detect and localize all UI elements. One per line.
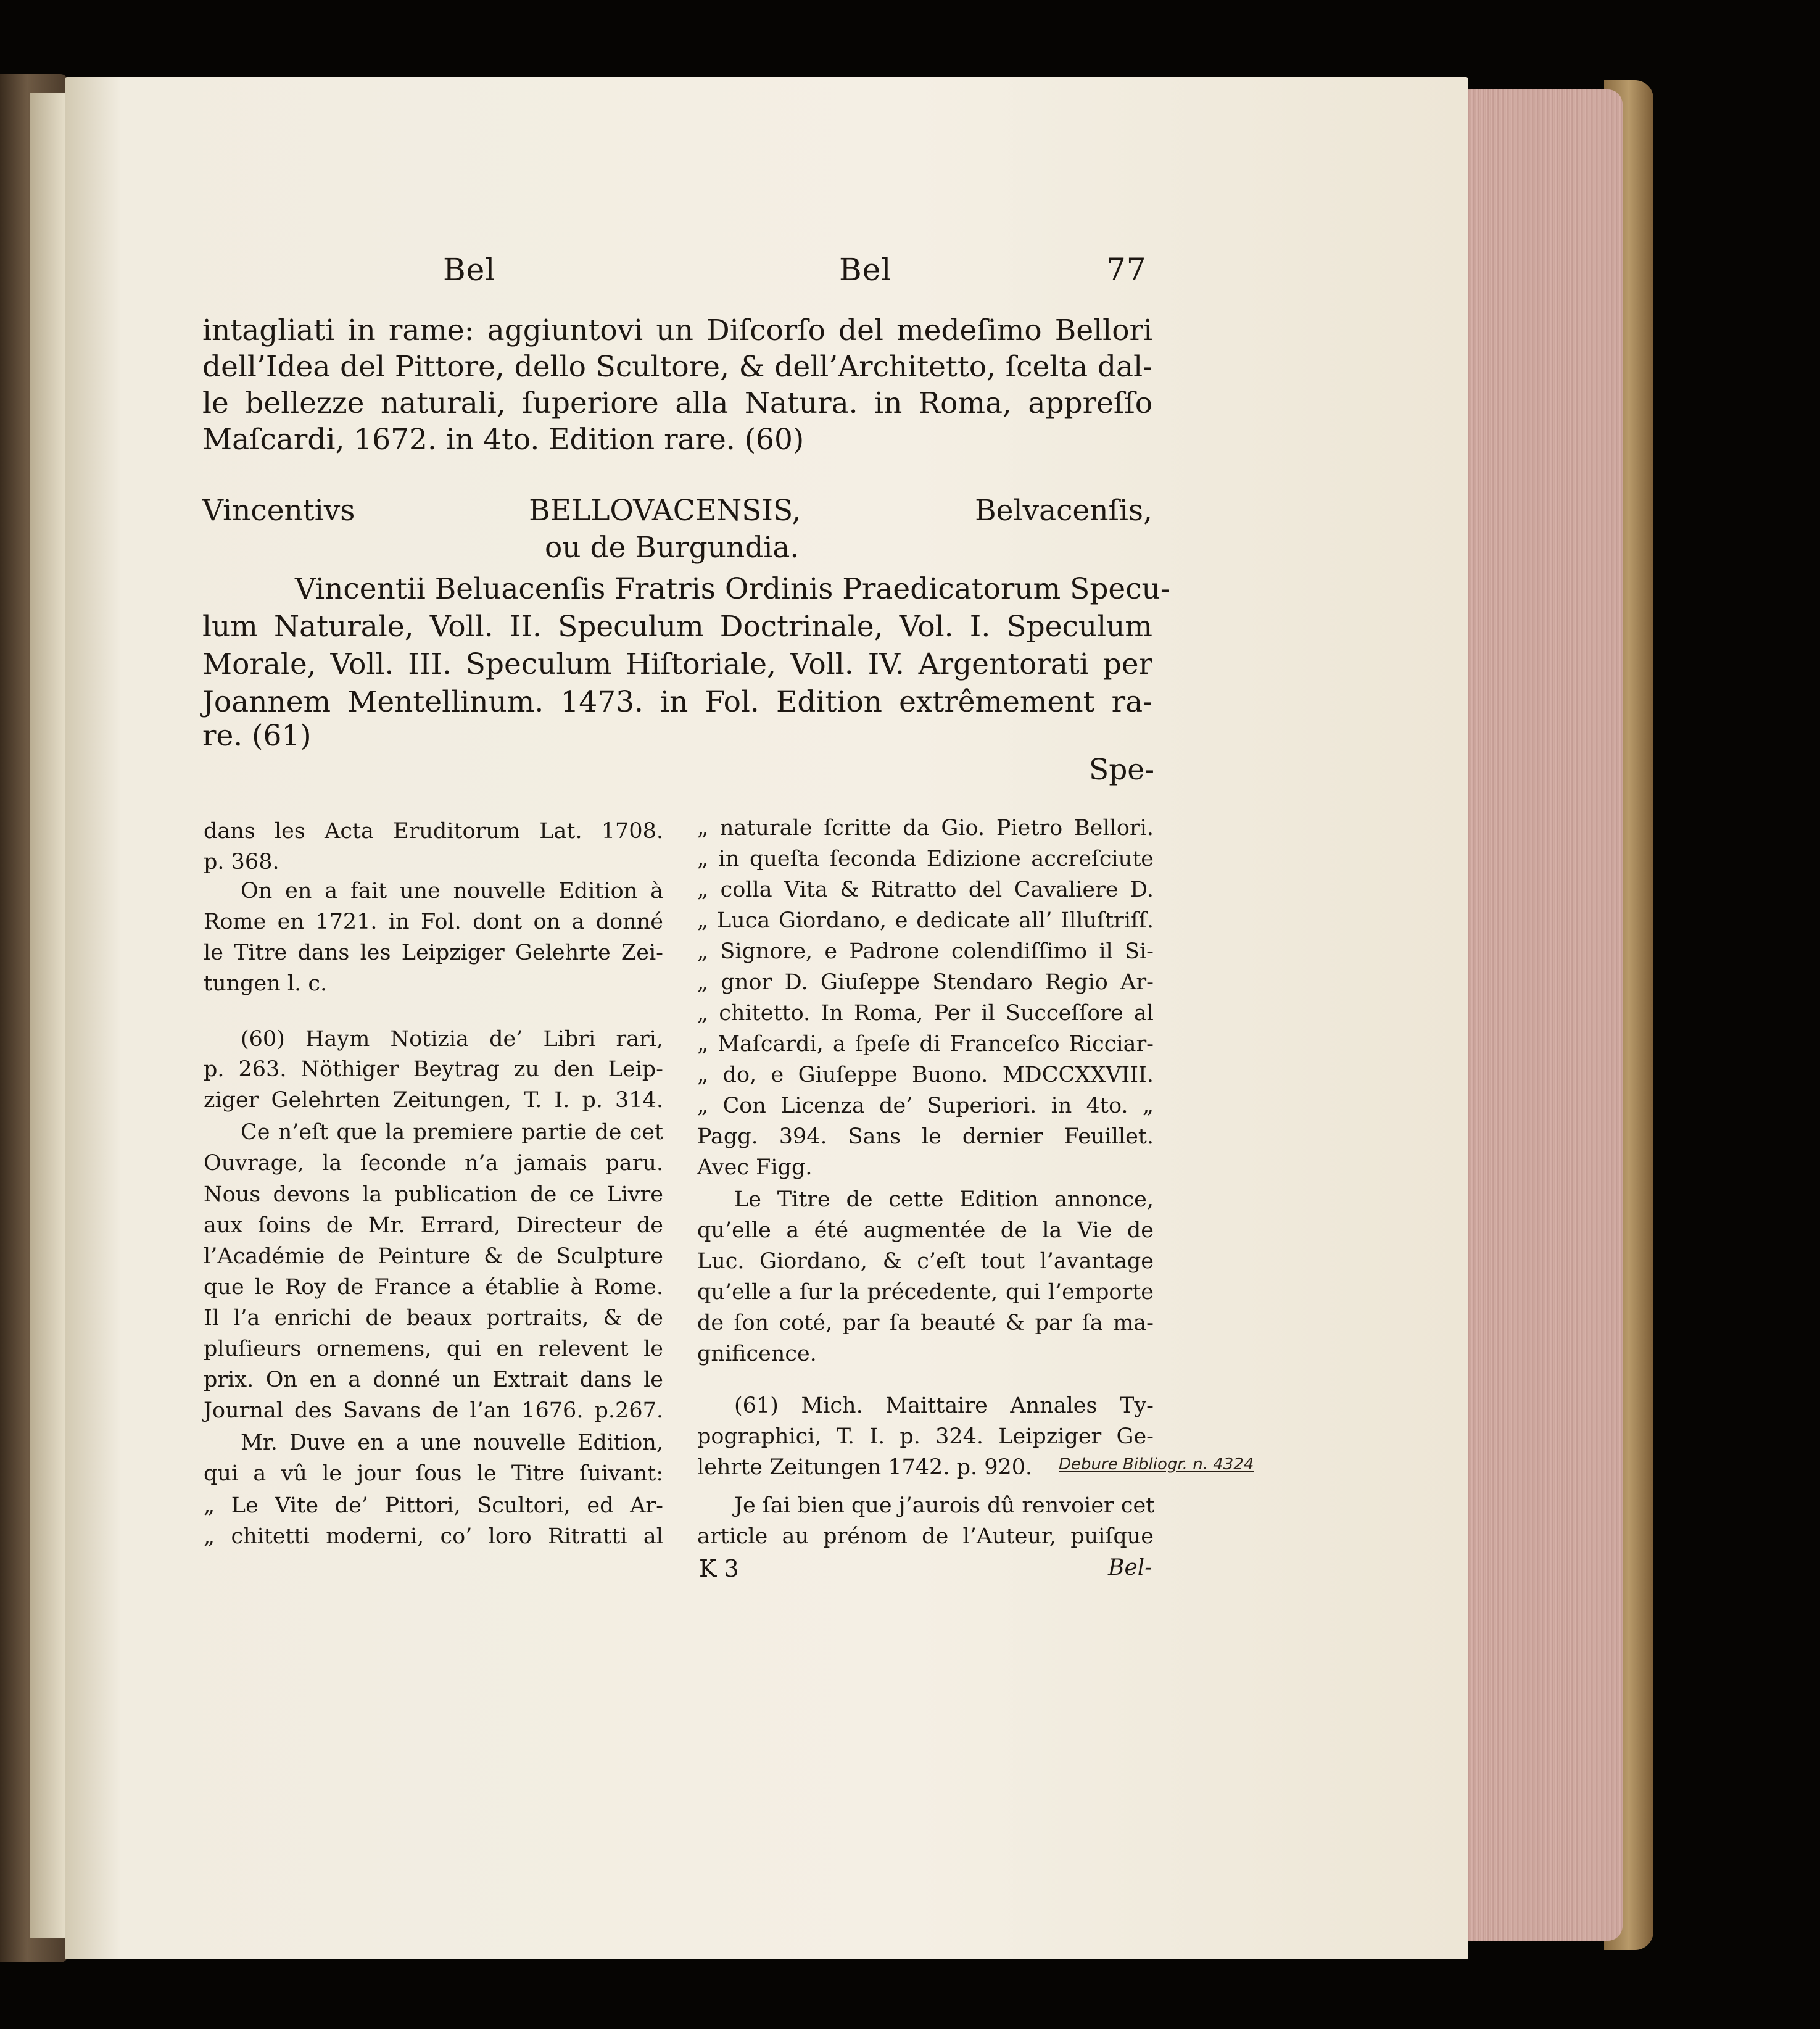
catchword-main: Spe- [1089, 753, 1154, 787]
main-line: Vincentii Beluacenſis Fratris Ordinis Praedicatorum Specu- [295, 572, 1170, 606]
main-line: lum Naturale, Voll. II. Speculum Doctrinale, Vol. I. Speculum [202, 610, 1152, 644]
catchword: Bel- [1108, 1555, 1152, 1580]
note-line-left: dans les Acta Eruditorum Lat. 1708. [204, 819, 663, 844]
note-line-right: Avec Figg. [697, 1155, 813, 1180]
note-line-left: On en a fait une nouvelle Edition à [241, 879, 663, 903]
note-line-right: „ gnor D. Giuſeppe Stendaro Regio Ar- [697, 970, 1154, 995]
note-line-right: Je ſai bien que j’aurois dû renvoier cet [734, 1493, 1155, 1518]
note-line-right: qu’elle a été augmentée de la Vie de [697, 1218, 1154, 1243]
note-line-right: qu’elle a ſur la précedente, qui l’emporte [697, 1280, 1154, 1305]
note-line-left: que le Roy de France a établie à Rome. [204, 1275, 663, 1300]
note-line-left: qui a vû le jour ſous le Titre ſuivant: [204, 1461, 663, 1486]
note-line-left: p. 368. [204, 850, 279, 874]
note-line-left: tungen l. c. [204, 971, 328, 996]
note-line-left: le Titre dans les Leipziger Gelehrte Zei- [204, 940, 663, 965]
note-line-right: article au prénom de l’Auteur, puiſque [697, 1524, 1154, 1549]
note-line-left: pluſieurs ornemens, qui en relevent le [204, 1337, 663, 1361]
note-line-right: „ Signore, e Padrone colendiſſimo il Si- [697, 939, 1154, 964]
note-line-right: lehrte Zeitungen 1742. p. 920. [697, 1455, 1033, 1480]
main-line: Morale, Voll. III. Speculum Hiſtoriale, Voll. IV. Argentorati per [202, 647, 1152, 681]
left-page-edge [30, 93, 68, 1938]
page-number: 77 [1106, 252, 1147, 288]
entry-heading: Vincentivs BELLOVACENSIS, Belvacenſis, [202, 494, 1152, 528]
note-line-left: aux ſoins de Mr. Errard, Directeur de [204, 1213, 663, 1238]
main-line: Joannem Mentellinum. 1473. in Fol. Edition extrêmement ra- [202, 685, 1152, 719]
handwritten-annotation: Debure Bibliogr. n. 4324 [1059, 1455, 1254, 1474]
main-line: re. (61) [202, 719, 312, 753]
running-head-left: Bel [443, 252, 496, 288]
entry-heading-cont: ou de Burgundia. [545, 531, 800, 565]
note-line-right: Luc. Giordano, & c’eſt tout l’avantage [697, 1249, 1154, 1274]
note-line-right: „ Luca Giordano, e dedicate all’ Illuſtriſſ. [697, 908, 1154, 933]
note-line-right: „ Maſcardi, a ſpeſe di Franceſco Ricciar- [697, 1032, 1154, 1056]
note-line-right: „ chitetto. In Roma, Per il Succeſſore al [697, 1001, 1154, 1026]
note-line-left: „ Le Vite de’ Pittori, Scultori, ed Ar- [204, 1493, 663, 1518]
note-line-left: Ouvrage, la ſeconde n’a jamais paru. [204, 1151, 663, 1176]
note-line-right: pographici, T. I. p. 324. Leipziger Ge- [697, 1424, 1154, 1449]
note-line-left: Nous devons la publication de ce Livre [204, 1182, 663, 1207]
note-line-left: ziger Gelehrten Zeitungen, T. I. p. 314. [204, 1088, 663, 1113]
note-line-left: (60) Haym Notizia de’ Libri rari, [241, 1027, 663, 1052]
main-line: le bellezze naturali, ſuperiore alla Natura. in Roma, appreſſo [202, 386, 1152, 420]
main-line: dell’Idea del Pittore, dello Scultore, & dell’Architetto, ſcelta dal- [202, 350, 1152, 384]
note-line-right: „ in queſta ſeconda Edizione accreſciute [697, 847, 1154, 871]
note-line-right: „ colla Vita & Ritratto del Cavaliere D. [697, 878, 1154, 902]
note-line-left: p. 263. Nöthiger Beytrag zu den Leip- [204, 1057, 663, 1082]
note-line-left: Ce n’eſt que la premiere partie de cet [241, 1120, 663, 1145]
note-line-left: „ chitetti moderni, co’ loro Ritratti al [204, 1524, 663, 1549]
note-line-left: l’Académie de Peinture & de Sculpture [204, 1244, 663, 1269]
note-line-left: Journal des Savans de l’an 1676. p.267. [204, 1398, 663, 1423]
note-line-right: „ do, e Giuſeppe Buono. MDCCXXVIII. [697, 1063, 1154, 1087]
note-line-right: „ Con Licenza de’ Superiori. in 4to. „ [697, 1093, 1154, 1118]
note-line-left: Mr. Duve en a une nouvelle Edition, [241, 1430, 663, 1455]
note-line-right: Le Titre de cette Edition annonce, [734, 1187, 1154, 1212]
note-line-right: gnificence. [697, 1342, 817, 1366]
note-line-right: Pagg. 394. Sans le dernier Feuillet. [697, 1124, 1154, 1149]
note-line-left: Rome en 1721. in Fol. dont on a donné [204, 910, 663, 934]
note-line-right: „ naturale ſcritte da Gio. Pietro Bellori. [697, 816, 1154, 840]
running-head-center: Bel [839, 252, 892, 288]
note-line-right: (61) Mich. Maittaire Annales Ty- [734, 1393, 1154, 1418]
note-line-right: de ſon coté, par ſa beauté & par ſa ma- [697, 1311, 1154, 1335]
page-block-edges [1465, 89, 1623, 1941]
signature-mark: K 3 [699, 1555, 739, 1582]
note-line-left: prix. On en a donné un Extrait dans le [204, 1367, 663, 1392]
main-line: intagliati in rame: aggiuntovi un Diſcorſo del medeſimo Bellori [202, 313, 1152, 347]
note-line-left: Il l’a enrichi de beaux portraits, & de [204, 1306, 663, 1330]
main-line: Maſcardi, 1672. in 4to. Edition rare. (60) [202, 423, 805, 457]
